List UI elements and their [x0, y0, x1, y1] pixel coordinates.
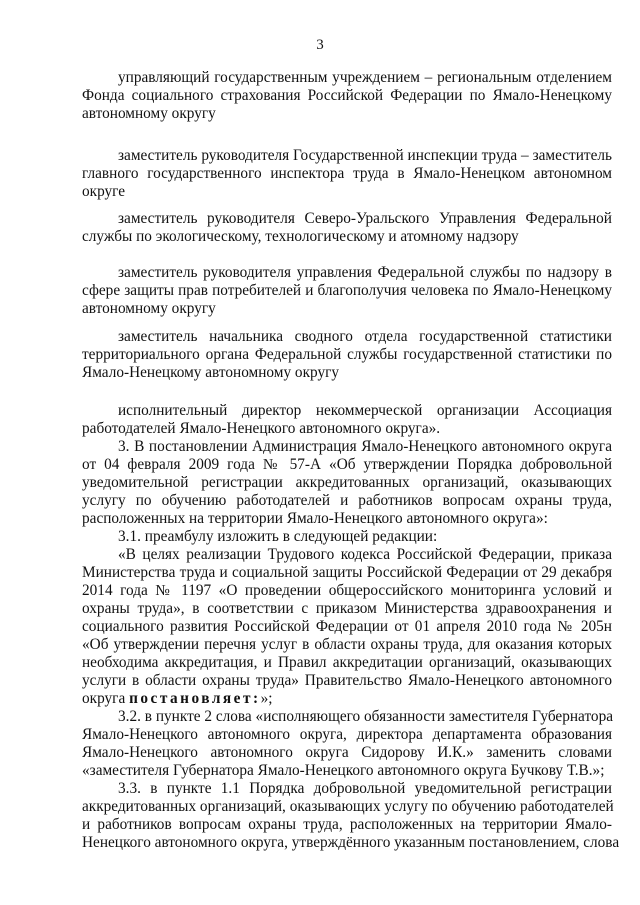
- paragraph-line: Ямало-Ненецкого автономного округа Сидорову И.К.» заменить словами: [82, 744, 612, 761]
- paragraph-line: услуги в области охраны труда» Правительство Ямало-Ненецкого автономного: [82, 672, 612, 689]
- paragraph-line: социального развития Российской Федерации от 01 апреля 2010 года № 205н: [82, 618, 612, 635]
- paragraph-line: заместитель начальника сводного отдела государственной статистики: [118, 328, 612, 345]
- paragraph-line: 2014 года № 1197 «О проведении общероссийского мониторинга условий и: [82, 582, 612, 599]
- paragraph-line: территориального органа Федеральной службы государственной статистики по: [82, 346, 612, 363]
- resolve-line: [82, 690, 612, 708]
- paragraph-line: аккредитованных организаций, оказывающих услугу по обучению работодателей: [82, 798, 614, 815]
- paragraph-line: управляющий государственным учреждением – региональным отделением: [118, 69, 612, 86]
- paragraph-line: округе: [82, 183, 126, 200]
- paragraph-line: «заместителя Губернатора Ямало-Ненецкого автономного округа Бучкову Т.В.»;: [82, 762, 605, 779]
- paragraph-line: заместитель руководителя управления Федеральной службы по надзору в: [118, 264, 612, 281]
- paragraph-line: Ямало-Ненецкому автономному округу: [82, 364, 340, 381]
- paragraph-line: 3.1. преамбулу изложить в следующей редакции:: [118, 528, 438, 545]
- paragraph-line: Фонда социального страхования Российской Федерации по Ямало-Ненецкому: [82, 87, 612, 104]
- paragraph-line: 3.2. в пункте 2 слова «исполняющего обязанности заместителя Губернатора: [118, 708, 614, 725]
- paragraph-line: от 04 февраля 2009 года № 57-А «Об утверждении Порядка добровольной: [82, 456, 612, 473]
- paragraph-line: заместитель руководителя Северо-Уральского Управления Федеральной: [118, 210, 612, 227]
- paragraph-line: охраны труда», в соответствии с приказом Министерства здравоохранения и: [82, 600, 612, 617]
- paragraph-line: Ненецкого автономного округа, утверждённого указанным постановлением, слова: [82, 834, 620, 851]
- paragraph-line: необходима аккредитация, и Правил аккредитации организаций, оказывающих: [82, 654, 612, 671]
- paragraph-line: автономному округу: [82, 300, 216, 317]
- resolve-keyword: постановляет:: [129, 690, 261, 707]
- resolve-prefix: округа: [82, 690, 130, 707]
- page-number: 3: [316, 37, 324, 53]
- paragraph-line: Ямало-Ненецкого автономного округа, директора департамента образования: [82, 726, 612, 743]
- paragraph-line: 3.3. в пункте 1.1 Порядка добровольной уведомительной регистрации: [118, 780, 612, 797]
- paragraph-line: 3. В постановлении Администрация Ямало-Ненецкого автономного округа: [118, 438, 612, 455]
- paragraph-line: и работников вопросам охраны труда, расположенных на территории Ямало-: [82, 816, 612, 833]
- paragraph-line: автономному округу: [82, 105, 216, 122]
- paragraph-line: «В целях реализации Трудового кодекса Российской Федерации, приказа: [118, 546, 612, 563]
- paragraph-line: услугу по обучению работодателей и работников вопросам охраны труда,: [82, 492, 612, 509]
- paragraph-line: работодателей Ямало-Ненецкого автономного округа».: [82, 420, 441, 437]
- paragraph-line: исполнительный директор некоммерческой организации Ассоциация: [118, 402, 612, 419]
- paragraph-line: главного государственного инспектора труда в Ямало-Ненецком автономном: [82, 165, 612, 182]
- paragraph-line: «Об утверждении перечня услуг в области охраны труда, для оказания которых: [82, 636, 612, 653]
- paragraph-line: заместитель руководителя Государственной инспекции труда – заместитель: [118, 147, 612, 164]
- resolve-suffix: »;: [260, 690, 273, 707]
- paragraph-line: уведомительной регистрации аккредитованных организаций, оказывающих: [82, 474, 612, 491]
- paragraph-line: службы по экологическому, технологическому и атомному надзору: [82, 228, 519, 245]
- paragraph-line: сфере защиты прав потребителей и благополучия человека по Ямало-Ненецкому: [82, 282, 612, 299]
- paragraph-line: Министерства труда и социальной защиты Российской Федерации от 29 декабря: [82, 564, 612, 581]
- paragraph-line: расположенных на территории Ямало-Ненецкого автономного округа»:: [82, 510, 548, 527]
